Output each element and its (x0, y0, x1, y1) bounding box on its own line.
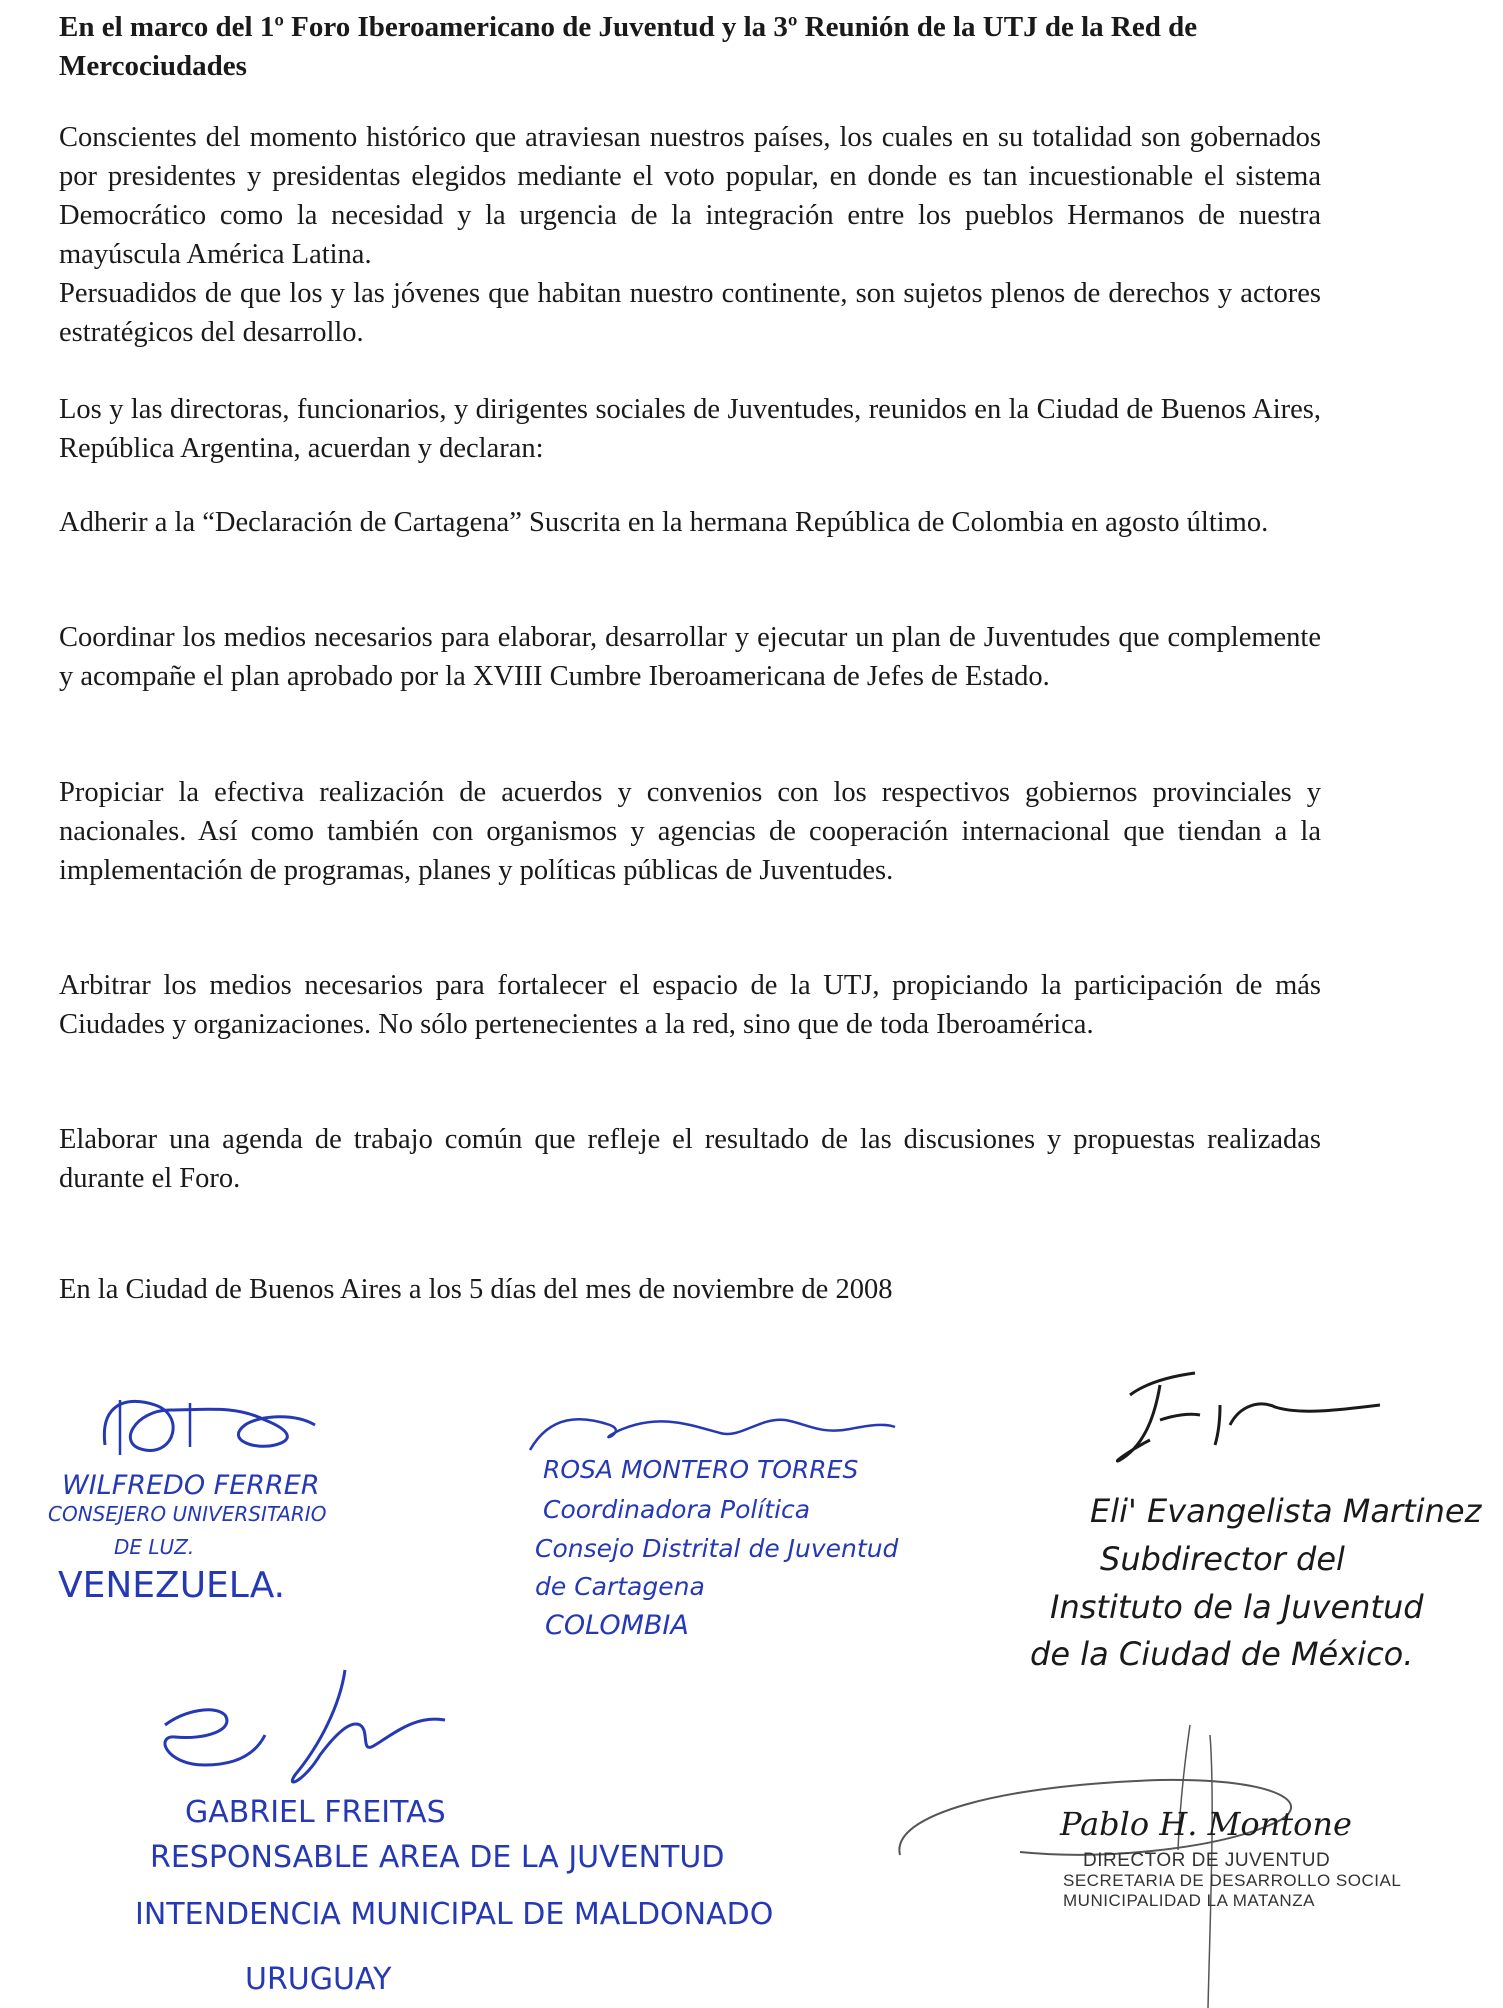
paragraph-adherir: Adherir a la “Declaración de Cartagena” Suscrita en la hermana República de Colombia en agosto último. (59, 507, 1269, 538)
signatory-uruguay-org: INTENDENCIA MUNICIPAL DE MALDONADO (135, 1897, 774, 1932)
stamp-la-matanza-municipality: MUNICIPALIDAD LA MATANZA (1063, 1891, 1315, 1910)
signatory-colombia-role: Coordinadora Política (543, 1495, 811, 1524)
paragraph-elaborar: Elaborar una agenda de trabajo común que refleje el resultado de las discusiones y propuestas realizadas durante el Foro. (59, 1124, 1321, 1194)
closing-date-line: En la Ciudad de Buenos Aires a los 5 días del mes de noviembre de 2008 (59, 1274, 893, 1305)
stamp-la-matanza-role: DIRECTOR DE JUVENTUD (1083, 1850, 1331, 1871)
signatory-colombia-city: de Cartagena (535, 1572, 705, 1601)
signatory-venezuela-name: WILFREDO FERRER (62, 1470, 320, 1501)
signatory-colombia-org: Consejo Distrital de Juventud (535, 1534, 899, 1563)
signatory-colombia-country: COLOMBIA (545, 1610, 689, 1641)
signatory-uruguay-role: RESPONSABLE AREA DE LA JUVENTUD (150, 1840, 725, 1875)
stamp-la-matanza-secretaria: SECRETARIA DE DESARROLLO SOCIAL (1063, 1871, 1402, 1890)
signatory-mexico-org: Instituto de la Juventud (1050, 1588, 1424, 1626)
signature-uruguay (145, 1665, 455, 1805)
signatory-la-matanza-name: Pablo H. Montone (1060, 1805, 1352, 1843)
signatory-mexico-name: Eli' Evangelista Martinez (1090, 1492, 1482, 1530)
signature-venezuela (95, 1385, 325, 1475)
paragraph-persuadidos: Persuadidos de que los y las jóvenes que habitan nuestro continente, son sujetos plenos de derechos y actores estratégicos del desarrollo. (59, 278, 1321, 348)
signatory-uruguay-name: GABRIEL FREITAS (185, 1795, 446, 1830)
paragraph-propiciar: Propiciar la efectiva realización de acuerdos y convenios con los respectivos gobiernos provinciales y nacionales. Así como también con organismos y agencias de cooperación internacional que tiendan a la implementación de programas, planes y políticas públicas de Juventudes. (59, 777, 1321, 886)
document-title: En el marco del 1º Foro Iberoamericano de Juventud y la 3º Reunión de la UTJ de la Red de Mercociudades (59, 11, 1198, 82)
signatory-venezuela-role: CONSEJERO UNIVERSITARIO (48, 1502, 327, 1526)
paragraph-acuerdan: Los y las directoras, funcionarios, y dirigentes sociales de Juventudes, reunidos en la Ciudad de Buenos Aires, República Argentina, acuerdan y declaran: (59, 394, 1321, 464)
signatory-venezuela-country: VENEZUELA. (58, 1565, 286, 1606)
paragraph-conscientes: Conscientes del momento histórico que atraviesan nuestros países, los cuales en su totalidad son gobernados por presidentes y presidentas elegidos mediante el voto popular, en donde es tan incuestionable el sistema Democrático como la necesidad y la urgencia de la integración entre los pueblos Hermanos de nuestra mayúscula América Latina. (59, 122, 1321, 270)
paragraph-arbitrar: Arbitrar los medios necesarios para fortalecer el espacio de la UTJ, propiciando la participación de más Ciudades y organizaciones. No sólo pertenecientes a la red, sino que de toda Iberoamérica. (59, 970, 1321, 1040)
signature-mexico (1100, 1365, 1400, 1475)
signatory-mexico-role: Subdirector del (1100, 1540, 1345, 1578)
signatory-mexico-city: de la Ciudad de México. (1030, 1635, 1414, 1673)
signatory-venezuela-org: DE LUZ. (114, 1535, 195, 1559)
paragraph-coordinar: Coordinar los medios necesarios para elaborar, desarrollar y ejecutar un plan de Juventudes que complemente y acompañe el plan aprobado por la XVIII Cumbre Iberoamericana de Jefes de Estado. (59, 622, 1321, 692)
signatory-colombia-name: ROSA MONTERO TORRES (543, 1455, 859, 1484)
signatory-uruguay-country: URUGUAY (245, 1962, 392, 1997)
